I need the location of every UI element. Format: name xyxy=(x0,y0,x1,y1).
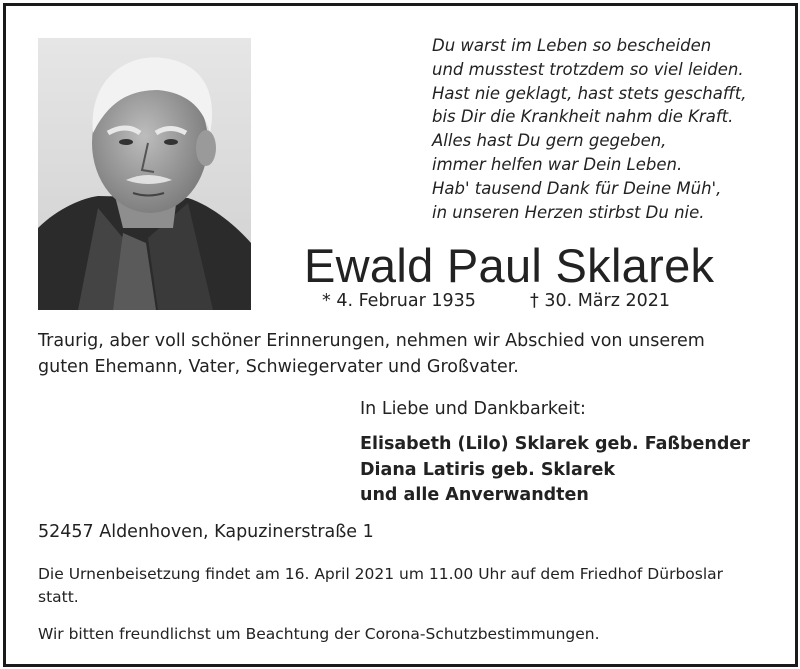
corona-notice: Wir bitten freundlichst um Beachtung der Corona-Schutzbestimmungen. xyxy=(38,625,600,643)
address: 52457 Aldenhoven, Kapuzinerstraße 1 xyxy=(38,522,374,542)
funeral-notice xyxy=(38,563,783,608)
deceased-name: Ewald Paul Sklarek xyxy=(304,239,715,292)
poem-line: und musstest trotzdem so viel leiden. xyxy=(432,59,744,79)
thanks-line: In Liebe und Dankbarkeit: xyxy=(360,399,586,419)
intro-text xyxy=(38,328,788,380)
mourners-list xyxy=(360,432,750,509)
poem-line: Hab' tausend Dank für Deine Müh', xyxy=(432,178,722,198)
obituary-frame xyxy=(3,3,798,667)
portrait-photo xyxy=(38,38,251,310)
poem-line: in unseren Herzen stirbst Du nie. xyxy=(432,202,705,222)
mourner-name: und alle Anverwandten xyxy=(360,485,589,505)
funeral-line: Die Urnenbeisetzung findet am 16. April 2021 um 11.00 Uhr auf dem Friedhof Dürboslar xyxy=(38,565,724,583)
birth-date: * 4. Februar 1935 xyxy=(322,291,476,311)
poem-line: bis Dir die Krankheit nahm die Kraft. xyxy=(432,107,734,127)
mourner-name: Elisabeth (Lilo) Sklarek geb. Faßbender xyxy=(360,434,750,454)
poem-line: Alles hast Du gern gegeben, xyxy=(432,131,667,151)
mourner-name: Diana Latiris geb. Sklarek xyxy=(360,459,616,480)
death-date: † 30. März 2021 xyxy=(530,291,671,311)
poem-line: immer helfen war Dein Leben. xyxy=(432,154,683,174)
funeral-line: statt. xyxy=(38,587,79,606)
poem-line: Hast nie geklagt, hast stets geschafft, xyxy=(432,83,747,103)
intro-line: guten Ehemann, Vater, Schwiegervater und Großvater. xyxy=(38,357,519,377)
poem xyxy=(432,34,782,224)
intro-line: Traurig, aber voll schöner Erinnerungen, nehmen wir Abschied von unserem xyxy=(38,331,705,351)
poem-line: Du warst im Leben so bescheiden xyxy=(432,36,712,55)
